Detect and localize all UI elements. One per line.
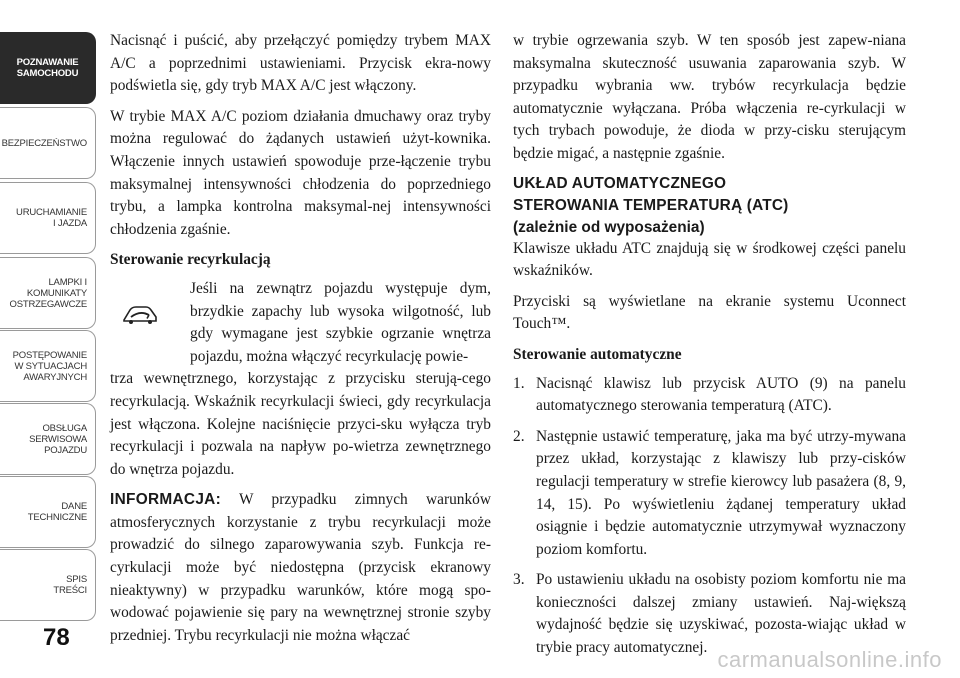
tab-dane-techniczne[interactable]: DANE TECHNICZNE (0, 476, 96, 548)
left-column (110, 30, 491, 655)
paragraph-uconnect: Przyciski są wyświetlane na ekranie systemu Uconnect Touch™. (513, 292, 906, 333)
tab-postepowanie-awaryjne[interactable]: POSTĘPOWANIE W SYTUACJACH AWARYJNYCH (0, 330, 96, 402)
chapter-sidebar (0, 0, 100, 678)
watermark: carmanualsonline.info (717, 647, 942, 672)
page-number: 78 (43, 624, 70, 651)
list-item: 3. Po ustawieniu układu na osobisty poziom komfortu nie ma konieczności dalszej zmiany ustawień. Naj-większą wydajność będzie się uzyskiwać, pozosta-wiając układ w trybie pracy automatycznej. (513, 571, 906, 657)
tab-obsluga-serwisowa[interactable]: OBSŁUGA SERWISOWA POJAZDU (0, 403, 96, 475)
heading-atc-equipment-note: (zależnie od wyposażenia) (513, 218, 705, 236)
recirculation-intro-text: Jeśli na zewnątrz pojazdu występuje dym, brzydkie zapachy lub wysoka wilgotność, lub gdy wymagane jest szybkie ogrzanie wnętrza pojazdu, można włączyć recyrkulację powie- (190, 279, 491, 365)
paragraph-information (110, 489, 491, 647)
paragraph-defrost-mode: w trybie ogrzewania szyb. W ten sposób jest zapew-niana maksymalna skuteczność usuwania zaparowania szyb. W przypadku wybrania ww. trybów recyrkulacja będzie automatycznie wyłączana. Próba włączenia re-cyrkulacji w tych trybach powoduje, że dioda w przy-cisku sterującym będzie migać, a następnie zgaśnie. (513, 32, 906, 162)
tab-spis-tresci[interactable]: SPIS TREŚCI (0, 549, 96, 621)
heading-automatic-control: Sterowanie automatyczne (513, 345, 682, 363)
list-item: 1. Nacisnąć klawisz lub przycisk AUTO (9) na panelu automatycznego sterowania temperaturą (ATC). (513, 374, 906, 415)
paragraph-recirculation-body: trza wewnętrznego, korzystając z przycisku sterują-cego recyrkulacją. Wskaźnik recyrkulacji świeci, gdy recyrkulacja jest włączona. Kolejne naciśnięcie przyci-sku wyłącza tryb recyrkulacji i pozwala na napływ po-wietrza zewnętrznego do wnętrza pojazdu. (110, 370, 491, 478)
heading-atc-line1: UKŁAD AUTOMATYCZNEGO (513, 174, 727, 192)
steps-list (513, 373, 906, 660)
paragraph-max-ac: Nacisnąć i puścić, aby przełączyć pomiędzy trybem MAX A/C a poprzednimi ustawieniami. Przycisk ekra-nowy podświetla się, gdy tryb MAX A/C jest włączony. (110, 32, 491, 95)
recirculation-icon (120, 300, 160, 330)
list-item: 2. Następnie ustawić temperaturę, jaka ma być utrzy-mywana przez układ, korzystając z klawiszy lub przy-cisków regulacji temperatury w strefie kierowcy lub pasażera (8, 9, 14, 15). Po wyświetleniu żądanej temperatury układ osiągnie i będzie automatycznie utrzymywał wyznaczony poziom komfortu. (513, 427, 906, 558)
paragraph-max-ac-settings: W trybie MAX A/C poziom działania dmuchawy oraz tryby można regulować do żądanych ustawień użyt-kownika. Włączenie innych ustawień spowoduje prze-łączenie trybu maksymalnej intensywności chłodzenia do poprzedniego trybu, a lampka kontrolna maksymal-nej intensywności chłodzenia zgaśnie. (110, 107, 491, 238)
info-label: INFORMACJA: (110, 491, 222, 509)
tab-bezpieczenstwo[interactable]: BEZPIECZEŃSTWO (0, 107, 96, 179)
heading-atc-line2: STEROWANIA TEMPERATURĄ (ATC) (513, 196, 789, 214)
paragraph-recirculation-intro (110, 278, 491, 368)
tab-poznawanie-samochodu[interactable]: POZNAWANIE SAMOCHODU (0, 32, 96, 104)
right-column (513, 30, 906, 668)
heading-recirculation: Sterowanie recyrkulacją (110, 251, 271, 269)
info-text: W przypadku zimnych warunków atmosferycznych korzystanie z trybu recyrkulacji może prowadzić do silnego zaparowywania szyb. Funkcja re-cyrkulacji może być niedostępna (przycisk ekranowy nieaktywny) w przypadku warunków, które mogą spo-wodować pojawienie się pary na wewnętrznej stronie szyby przedniej. Trybu recyrkulacji nie można włączać (110, 491, 491, 644)
paragraph-atc-location: Klawisze układu ATC znajdują się w środkowej części panelu wskaźników. (513, 239, 906, 280)
tab-lampki-i-komunikaty[interactable]: LAMPKI I KOMUNIKATY OSTRZEGAWCZE (0, 257, 96, 329)
tab-uruchamianie-i-jazda[interactable]: URUCHAMIANIE I JAZDA (0, 182, 96, 254)
